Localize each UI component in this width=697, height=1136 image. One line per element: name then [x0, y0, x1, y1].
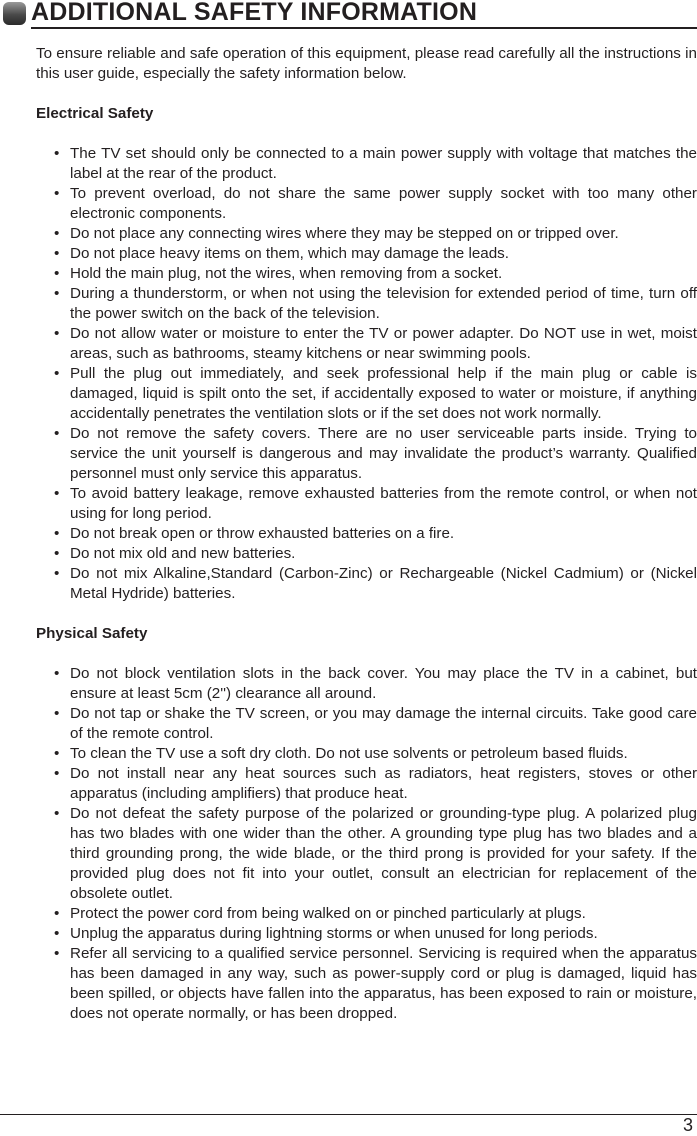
list-item: • Do not break open or throw exhausted batteries on a fire. — [54, 525, 455, 542]
list-item: • Do not defeat the safety purpose of the polarized or grounding-type plug. A polarized plug has two blades with one wider than the other. A grounding type plug has two blades and a third grounding prong, the wide blade, or the third prong is provided for your safety. If the provided plug does not fit into your outlet, consult an electrician for replacement of the obsolete outlet. — [54, 805, 697, 902]
list-item: • During a thunderstorm, or when not using the television for extended period of time, turn off the power switch on the back of the television. — [54, 285, 697, 322]
electrical-safety-heading: Electrical Safety — [36, 105, 154, 122]
list-item: • The TV set should only be connected to a main power supply with voltage that matches the label at the rear of the product. — [54, 145, 697, 182]
list-item: • Do not mix old and new batteries. — [54, 545, 296, 562]
list-item: • Hold the main plug, not the wires, when removing from a socket. — [54, 265, 503, 282]
intro-paragraph: To ensure reliable and safe operation of this equipment, please read carefully all the instructions in this user guide, especially the safety information below. — [36, 45, 697, 82]
physical-safety-heading: Physical Safety — [36, 625, 148, 642]
page-title: ADDITIONAL SAFETY INFORMATION — [31, 0, 478, 26]
list-item: • Do not remove the safety covers. There are no user serviceable parts inside. Trying to service the unit yourself is dangerous and may invalidate the product’s warranty. Qualified personnel must only service this apparatus. — [54, 425, 697, 482]
list-item: • Unplug the apparatus during lightning storms or when unused for long periods. — [54, 925, 598, 942]
page-number: 3 — [682, 1115, 693, 1135]
list-item: • To clean the TV use a soft dry cloth. Do not use solvents or petroleum based fluids. — [54, 745, 628, 762]
page-header — [0, 0, 697, 28]
document-body — [36, 44, 697, 1024]
list-item: • Protect the power cord from being walked on or pinched particularly at plugs. — [54, 905, 586, 922]
list-item: • Pull the plug out immediately, and seek professional help if the main plug or cable is damaged, liquid is spilt onto the set, if accidentally exposed to water or moisture, if anything accidentally penetrates the ventilation slots or if the set does not work normally. — [54, 365, 697, 422]
list-item: • To avoid battery leakage, remove exhausted batteries from the remote control, or when not using for long period. — [54, 485, 697, 522]
list-item: • Do not install near any heat sources such as radiators, heat registers, stoves or other apparatus (including amplifiers) that produce heat. — [54, 765, 697, 802]
section-marker-icon — [3, 2, 26, 25]
list-item: • Do not place heavy items on them, which may damage the leads. — [54, 245, 509, 262]
list-item: • To prevent overload, do not share the same power supply socket with too many other electronic components. — [54, 185, 697, 222]
list-item: • Do not mix Alkaline,Standard (Carbon-Zinc) or Rechargeable (Nickel Cadmium) or (Nickel Metal Hydride) batteries. — [54, 565, 697, 602]
list-item: • Do not tap or shake the TV screen, or you may damage the internal circuits. Take good care of the remote control. — [54, 705, 697, 742]
list-item: • Refer all servicing to a qualified service personnel. Servicing is required when the apparatus has been damaged in any way, such as power-supply cord or plug is damaged, liquid has been spilled, or objects have fallen into the apparatus, has been exposed to rain or moisture, does not operate normally, or has been dropped. — [54, 945, 697, 1022]
footer-divider — [0, 1114, 697, 1115]
header-divider — [31, 27, 697, 29]
electrical-safety-list — [36, 144, 697, 604]
list-item: • Do not allow water or moisture to enter the TV or power adapter. Do NOT use in wet, moist areas, such as bathrooms, steamy kitchens or near swimming pools. — [54, 325, 697, 362]
list-item: • Do not place any connecting wires where they may be stepped on or tripped over. — [54, 225, 619, 242]
physical-safety-list — [36, 664, 697, 1024]
list-item: • Do not block ventilation slots in the back cover. You may place the TV in a cabinet, but ensure at least 5cm (2'') clearance all around. — [54, 665, 697, 702]
